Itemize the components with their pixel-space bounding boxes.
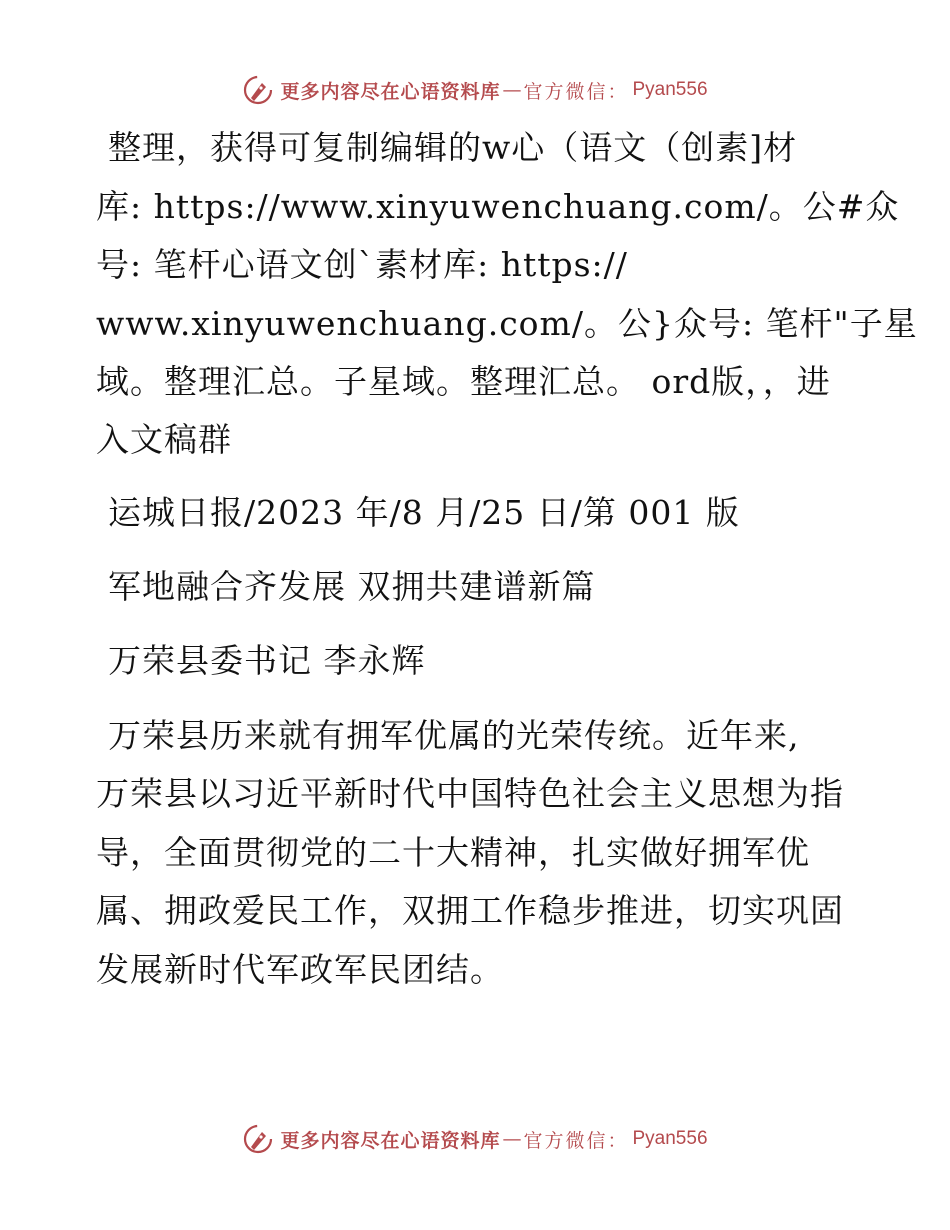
- body-line: 万荣县历来就有拥军优属的光荣传统。近年来,: [108, 716, 800, 755]
- body-line: 发展新时代军政军民团结。: [96, 950, 504, 989]
- intro-line: 整理，获得可复制编辑的w心（语文（创素]材: [108, 128, 798, 167]
- intro-line: 域。整理汇总。子星域。整理汇总。 ord版，，进: [96, 362, 831, 401]
- body-line: 导，全面贯彻党的二十大精神，扎实做好拥军优: [96, 833, 810, 872]
- body-line: 属、拥政爱民工作，双拥工作稳步推进，切实巩固: [96, 891, 844, 930]
- pen-nib-logo-icon: [242, 1123, 274, 1155]
- pen-nib-logo-icon: [242, 74, 274, 106]
- banner-wechat-id: Pyan556: [632, 1128, 708, 1149]
- banner-official-label: 官方微信：: [523, 80, 629, 103]
- article-byline: 万荣县委书记 李永辉: [108, 641, 426, 680]
- banner-official-label: 官方微信：: [523, 1129, 629, 1152]
- intro-line: www.xinyuwenchuang.com/。公}众号: 笔杆"子星: [96, 304, 918, 343]
- banner-main-text: 更多内容尽在心语资料库: [280, 1129, 501, 1152]
- intro-line: 入文稿群: [96, 420, 232, 459]
- article-headline: 军地融合齐发展 双拥共建谱新篇: [108, 567, 596, 606]
- body-line: 万荣县以习近平新时代中国特色社会主义思想为指: [96, 774, 844, 813]
- footer-banner: [0, 1121, 950, 1157]
- source-line: 运城日报/2023 年/8 月/25 日/第 001 版: [108, 493, 740, 532]
- banner-wechat-id: Pyan556: [632, 79, 708, 100]
- banner-main-text: 更多内容尽在心语资料库: [280, 80, 501, 103]
- header-banner: [0, 72, 950, 108]
- intro-line: 库: https://www.xinyuwenchuang.com/。公#众: [96, 187, 900, 226]
- banner-dash: —: [502, 1128, 522, 1150]
- intro-line: 号: 笔杆心语文创`素材库: https://: [96, 245, 628, 284]
- banner-dash: —: [502, 79, 522, 101]
